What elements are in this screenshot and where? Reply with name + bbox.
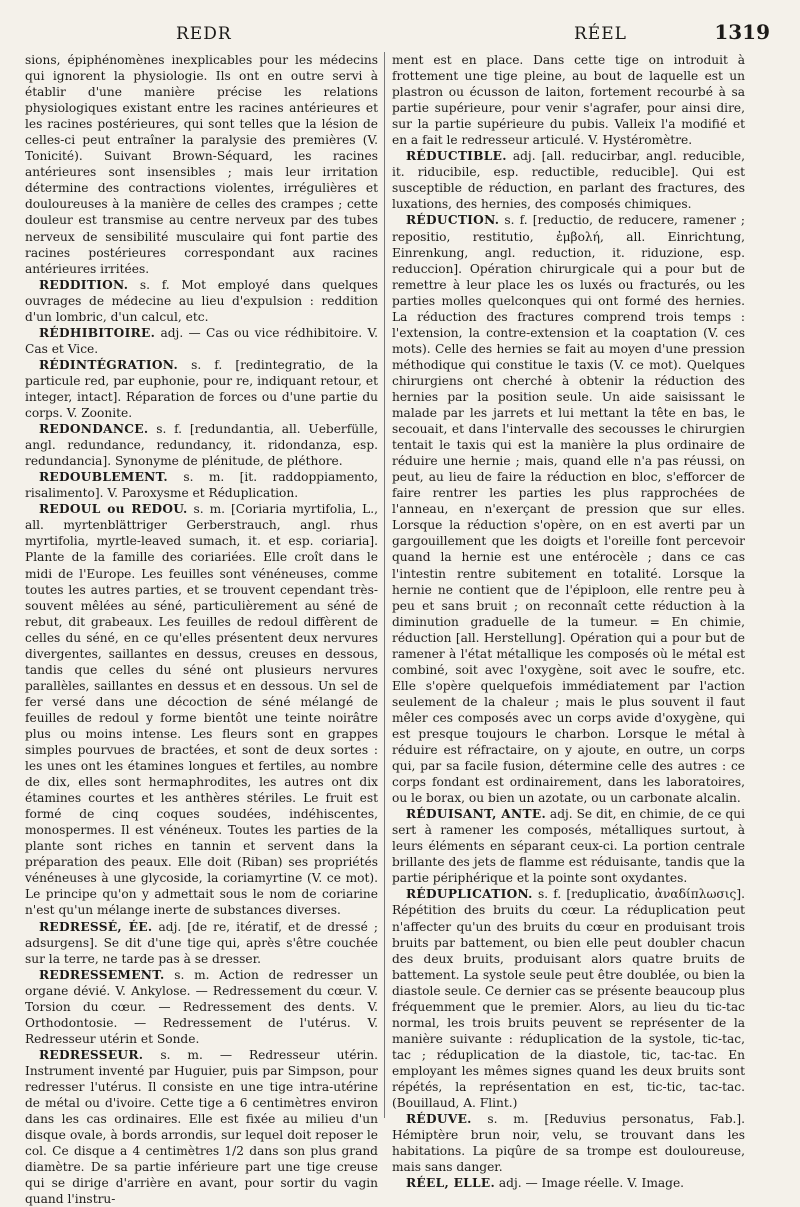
page-number: 1319: [714, 20, 770, 44]
entry-text: s. f. [redintegratio, de la particule red, par euphonie, pour re, indiquant retour, et integer, intact]. Réparation de forces ou d'une partie du corps. V. Zoonite.: [25, 357, 378, 421]
dictionary-entry: [392, 886, 745, 1111]
entry-headword: REDONDANCE.: [39, 422, 149, 437]
running-header: [36, 18, 770, 48]
entry-headword: RÉDINTÉGRATION.: [39, 357, 179, 372]
entry-headword: REDOUL ou REDOU.: [39, 502, 188, 517]
dictionary-entry: [25, 469, 378, 501]
dictionary-entry: [392, 212, 745, 806]
entry-text: s. m. — Redresseur utérin. Instrument inventé par Huguier, puis par Simpson, pour redresser l'utérus. Il consiste en une tige intra-utérine de métal ou d'ivoire. Cette tige a 6 centimètres environ dans les cas ordinaires. Elle est fixée au milieu d'un disque ovale, à bords arrondis, sur lequel doit reposer le col. Ce disque a 4 centimètres 1/2 dans son plus grand diamètre. De sa partie inférieure part une tige creuse qui se dirige d'arrière en avant, pour sortir du vagin quand l'instru-: [25, 1047, 378, 1207]
entry-continuation: [25, 52, 378, 277]
left-column: [25, 52, 378, 1207]
entry-text: s. f. [reduplicatio, ἀναδίπλωσις]. Répétition des bruits du cœur. La réduplication peut n'affecter qu'un des bruits du cœur en produisant trois bruits par battement, ou bien elle peut doubler chacun des deux bruits, produisant alors quatre bruits de battement. La systole seule peut être doublée, ou bien la diastole seule. Ce dernier cas se présente beaucoup plus fréquemment que le premier. Alors, au lieu du tic-tac normal, les trois bruits peuvent se représenter de la manière suivante : réduplication de la systole, tic-tac, tac ; réduplication de la diastole, tic, tac-tac. En employant les mêmes signes quand les deux bruits sont répétés, la représentation en est, tic-tic, tac-tac. (Bouillaud, A. Flint.): [392, 887, 745, 1111]
entry-headword: REDRESSEUR.: [39, 1047, 144, 1062]
dictionary-entry: [392, 1175, 745, 1191]
entry-text: adj. — Cas ou vice rédhibitoire. V. Cas et Vice.: [25, 325, 378, 356]
dictionary-entry: [25, 421, 378, 469]
entry-text: s. m. [it. raddoppiamento, risalimento]. V. Paroxysme et Réduplication.: [25, 470, 378, 501]
dictionary-entry: [25, 1047, 378, 1207]
entry-text: s. f. [redundantia, all. Ueberfülle, angl. redundance, redundancy, it. ridondanza, esp. redundancia]. Synonyme de plénitude, de pléthore.: [25, 422, 378, 469]
entry-headword: RÉDUISANT, ANTE.: [406, 807, 546, 822]
entry-text: s. f. Mot employé dans quelques ouvrages de médecine au lieu d'expulsion : reddition d'un lombric, d'un calcul, etc.: [25, 277, 378, 324]
dictionary-entry: [25, 919, 378, 967]
right-column: [392, 52, 745, 1191]
dictionary-entry: [25, 325, 378, 357]
entry-text: adj. — Image réelle. V. Image.: [495, 1176, 685, 1191]
entry-text: adj. Se dit, en chimie, de ce qui sert à ramener les composés, métalliques surtout, à leurs éléments en séparant ceux-ci. La portion centrale brillante des jets de flamme est réduisante, tandis que la partie périphérique et la pointe sont oxydantes.: [392, 807, 745, 886]
dictionary-entry: [25, 357, 378, 421]
entry-headword: RÉDUCTIBLE.: [406, 149, 507, 164]
entry-text: s. m. [Reduvius personatus, Fab.]. Hémiptère brun noir, velu, se trouvant dans les habitations. La piqûre de sa trompe est douloureuse, mais sans danger.: [392, 1112, 745, 1175]
entry-text: adj. [all. reducirbar, angl. reducible, it. riducibile, esp. reductible, reducible]. Qui est susceptible de réduction, en parlant des fractures, des luxations, des hernies, des composés chimiques.: [392, 149, 745, 212]
entry-text: s. f. [reductio, de reducere, ramener ; repositio, restitutio, ἐμβολή, all. Einrichtung, Einrenkung, angl. reduction, it. riduzione, esp. reduccion]. Opération chirurgicale qui a pour but de remettre à leur place les os luxés ou fracturés, ou les parties molles quelconques qui ont formé des hernies. La réduction des fractures comprend trois temps : l'extension, la contre-extension et la coaptation (V. ces mots). Celle des hernies se fait au moyen d'une pression méthodique qui constitue le taxis (V. ce mot). Quelques chirurgiens ont cherché à obtenir la réduction des hernies par la position seule. Un aide saisissant le malade par les jarrets et lui mettant la tête en bas, le secouait, et dans l'intervalle des secousses le chirurgien tentait le taxis qui est la manière la plus ordinaire de réduire une hernie ; mais, quand elle n'a pas réussi, on peut, au lieu de faire la réduction en bloc, s'efforcer de faire rentrer les parties les plus rapprochées de l'anneau, en n'exerçant de pression que sur elles. Lorsque la réduction s'opère, on en est averti par un gargouillement que les doigts et l'oreille font percevoir quand la hernie est une entérocèle ; dans ce cas l'intestin rentre subitement en totalité. Lorsque la hernie ne contient que de l'épiploon, elle rentre peu à peu et sans bruit ; on reconnaît cette réduction à la diminution graduelle de la tumeur. = En chimie, réduction [all. Herstellung]. Opération qui a pour but de ramener à l'état métallique les composés où le métal est combiné, soit avec l'oxygène, soit avec le soufre, etc. Elle s'opère quelquefois immédiatement par l'action seulement de la chaleur ; mais le plus souvent il faut mêler ces composés avec un corps avide d'oxygène, qui est presque toujours le charbon. Lorsque le métal à réduire est réfractaire, on y ajoute, en outre, un corps qui, par sa facile fusion, détermine celle des autres : ce corps fondant est ordinairement, dans les laboratoires, ou le borax, ou bien un azotate, ou un carbonate alcalin.: [392, 213, 745, 806]
entry-headword: RÉDUVE.: [406, 1112, 472, 1127]
entry-headword: REDRESSEMENT.: [39, 967, 165, 982]
dictionary-entry: [392, 148, 745, 212]
entry-text: s. m. [Coriaria myrtifolia, L., all. myrtenblättriger Gerberstrauch, angl. rhus myrtifolia, myrtle-leaved sumach, it. et esp. coriaria]. Plante de la famille des coriariées. Elle croît dans le midi de l'Europe. Les feuilles sont vénéneuses, comme toutes les autres parties, et se trouvent cependant très-souvent mêlées au séné, particulièrement au séné de rebut, dit grabeaux. Les feuilles de redoul diffèrent de celles du séné, en ce qu'elles présentent deux nervures divergentes, saillantes en dessus, creuses en dessous, tandis que celles du séné ont plusieurs nervures parallèles, saillantes en dessus et en dessous. Un sel de fer versé dans une décoction de séné mélangé de feuilles de redoul y forme bientôt une teinte noirâtre plus ou moins intense. Les fleurs sont en grappes simples pourvues de bractées, et sont de deux sortes : les unes ont les étamines longues et fertiles, au nombre de dix, elles sont hermaphrodites, les autres ont dix étamines courtes et les anthères stériles. Le fruit est formé de cinq coques soudées, indéhiscentes, monospermes. Il est vénéneux. Toutes les parties de la plante sont riches en tannin et servent dans la préparation des peaux. Elle doit (Riban) ses propriétés vénéneuses à une glycoside, la coriamyrtine (V. ce mot). Le principe qu'on y admettait sous le nom de coriarine n'est qu'un mélange inerte de substances diverses.: [25, 502, 378, 918]
dictionary-entry: [392, 806, 745, 886]
entry-continuation: [392, 52, 745, 148]
entry-headword: RÉDUCTION.: [406, 213, 500, 228]
header-right-word: RÉEL: [574, 24, 627, 44]
entry-headword: REDDITION.: [39, 277, 129, 292]
entry-headword: REDOUBLEMENT.: [39, 470, 168, 485]
dictionary-entry: [25, 277, 378, 325]
dictionary-entry: [25, 501, 378, 918]
entry-headword: REDRESSÉ, ÉE.: [39, 919, 153, 934]
entry-headword: RÉDHIBITOIRE.: [39, 325, 156, 340]
entry-headword: RÉEL, ELLE.: [406, 1176, 496, 1191]
column-divider: [384, 52, 385, 1118]
entry-text: ment est en place. Dans cette tige on introduit à frottement une tige pleine, au bout de laquelle est un plastron ou écusson de laiton, fortement recourbé à sa partie supérieure, pour venir s'agrafer, pour ainsi dire, sur la partie supérieure du pubis. Valleix l'a modifié et en a fait le redresseur articulé. V. Hystéromètre.: [392, 53, 745, 148]
entry-text: adj. [de re, itératif, et de dressé ; adsurgens]. Se dit d'une tige qui, après s'être couchée sur la terre, ne tarde pas à se dresser.: [25, 919, 378, 966]
entry-text: sions, épiphénomènes inexplicables pour les médecins qui ignorent la physiologie. Ils ont en outre servi à établir d'une manière précise les relations physiologiques existant entre les racines antérieures et les racines postérieures, qui sont telles que la lésion de celles-ci peut entraîner la paralysie des premières (V. Tonicité). Suivant Brown-Séquard, les racines antérieures sont insensibles ; mais leur irritation détermine des contractions violentes, irrégulières et douloureuses à la manière de celles des crampes ; cette douleur est transmise au centre nerveux par des tubes nerveux de sensibilité musculaire qui font partie des racines postérieures correspondant aux racines antérieures irritées.: [25, 53, 378, 276]
dictionary-entry: [392, 1111, 745, 1175]
entry-text: s. m. Action de redresser un organe dévié. V. Ankylose. — Redressement du cœur. V. Torsion du cœur. — Redressement des dents. V. Orthodontosie. — Redressement de l'utérus. V. Redresseur utérin et Sonde.: [25, 967, 378, 1046]
header-left-word: REDR: [176, 24, 232, 44]
entry-headword: RÉDUPLICATION.: [406, 887, 533, 902]
dictionary-entry: [25, 967, 378, 1047]
